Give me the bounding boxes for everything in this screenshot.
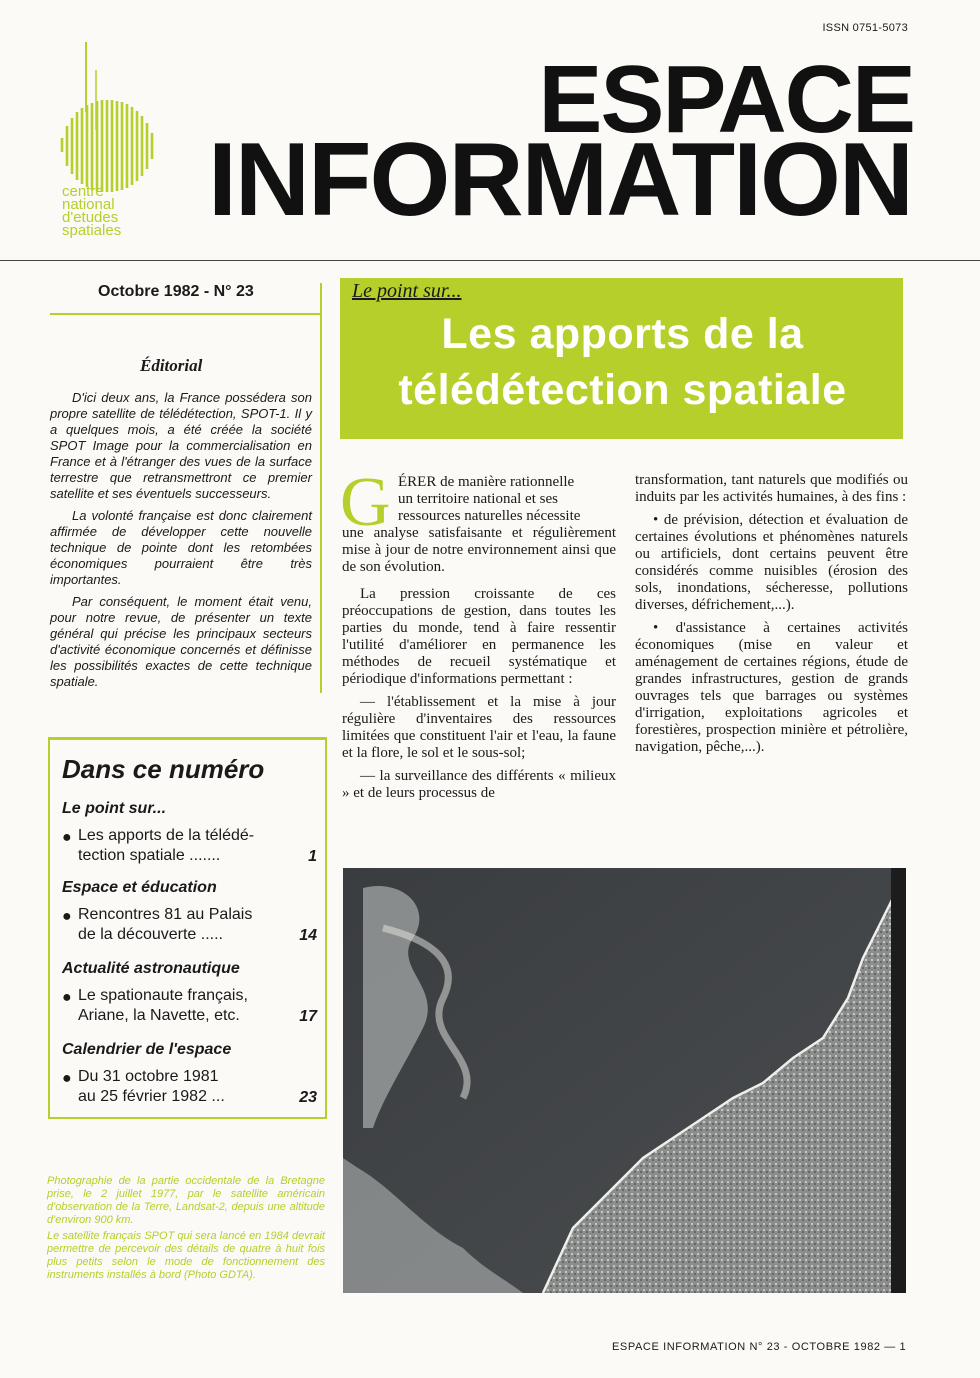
logo-wordmark [62,185,121,237]
editorial-body [50,390,312,696]
logo-line: centre [62,183,104,200]
article-paragraph: • de prévision, détection et évaluation de certaines évolutions et phénomènes naturels ou artificiels, dont certains peuvent être considérés comme nuisibles (érosion des sols, inondations, sécheresse, pollutions diverses, défrichement,...). [635,512,908,613]
article-paragraph: • d'assistance à certaines activités économiques (mise en valeur et aménagement de certaines régions, étude de grandes infrastructures, gestion de grands ouvrages tels que barrages ou systèmes d'irrigation, exploitations agricoles et forestières, prospection minière et pétrolière, navigation, pêche,...). [635,620,908,755]
toc-page-number: 23 [299,1089,317,1106]
toc-entry-line: tection spatiale ....... [78,847,221,864]
article-column-2 [635,472,908,762]
toc-title: Dans ce numéro [62,754,265,784]
bullet-icon: ● [62,908,72,925]
column-divider [320,283,322,693]
toc-section-heading: Espace et éducation [62,879,217,896]
article-title [350,306,895,418]
bullet-icon: ● [62,1070,72,1087]
article-column-1 [342,474,616,808]
article-title-line: Les apports de la [441,310,804,358]
toc-entry[interactable] [62,905,317,945]
toc-page-number: 1 [308,848,317,865]
page-footer: ESPACE INFORMATION N° 23 - OCTOBRE 1982 — 1 [612,1341,907,1353]
article-paragraph: La pression croissante de ces préoccupations de gestion, dans toutes les parties du monde, tend à faire ressentir l'utilité d'améliorer en permanence les méthodes de recueil systématique et périodique d'informations permettant : [342,586,616,687]
issn-number: ISSN 0751-5073 [822,22,908,34]
toc-page-number: 17 [299,1008,317,1025]
toc-entry[interactable] [62,986,317,1026]
masthead-line-2: INFORMATION [208,122,912,238]
logo-line: d'etudes [62,209,119,226]
drop-cap: G [340,464,391,541]
article-banner [340,278,903,439]
bullet-icon: ● [62,829,72,846]
issue-date: Octobre 1982 - N° 23 [98,283,254,300]
article-title-line: télédétection spatiale [398,366,847,414]
article-line: un territoire national et ses [398,491,558,507]
article-paragraph: — l'établissement et la mise à jour régulière d'inventaires des ressources limitées que constituent l'air et l'eau, la faune et la flore, le sol et le sous-sol; [342,694,616,761]
article-paragraph [342,474,616,576]
editorial-paragraph: La volonté française est donc clairement affirmée de développer cette nouvelle technique de pointe dont les retombées économiques pourraient être très importantes. [50,508,312,587]
photo-caption [47,1175,325,1285]
date-divider [50,313,320,315]
toc-page-number: 14 [299,927,317,944]
toc-section-heading: Le point sur... [62,800,167,817]
table-of-contents [48,737,327,1119]
article-line: ÉRER de manière rationnelle [398,474,575,490]
article-paragraph: — la surveillance des différents « milieux » et de leurs processus de [342,768,616,801]
toc-section-heading: Calendrier de l'espace [62,1041,232,1058]
toc-entry-line: Le spationaute français, [78,987,248,1004]
article-line: une analyse satisfaisante et régulièrement mise à jour de notre environnement ainsi que de son évolution. [342,525,616,575]
editorial-paragraph: D'ici deux ans, la France possédera son propre satellite de télédétection, SPOT-1. Il y a quelques mois, a été créée la société SPOT Image pour la commercialisation en France et à l'étranger des vues de la surface terrestre que retransmettront ce premier satellite et ses éventuels successeurs. [50,390,312,501]
logo-line: spatiales [62,222,122,239]
toc-entry-line: Les apports de la télédé- [78,827,255,844]
toc-entry-line: Rencontres 81 au Palais [78,906,253,923]
banner-kicker: Le point sur... [352,280,462,302]
header-divider [0,260,980,261]
toc-entry-line: Du 31 octobre 1981 [78,1068,219,1085]
toc-entry-line: de la découverte ..... [78,926,223,943]
toc-section-heading: Actualité astronautique [62,960,240,977]
logo-line: national [62,196,115,213]
caption-paragraph: Le satellite français SPOT qui sera lancé en 1984 devrait permettre de percevoir des détails de quatre à huit fois plus petits selon le mode de fonctionnement des instruments installés à bord (Photo GDTA). [47,1230,325,1281]
caption-paragraph: Photographie de la partie occidentale de la Bretagne prise, le 2 juillet 1977, par le satellite américain d'observation de la Terre, Landsat-2, depuis une altitude d'environ 900 km. [47,1175,325,1226]
editorial-paragraph: Par conséquent, le moment était venu, pour notre revue, de présenter un texte général qui précise les principaux secteurs d'activité économique concernés et définisse les possibilités exactes de cette technique spatiale. [50,594,312,689]
toc-entry-line: Ariane, la Navette, etc. [78,1007,240,1024]
masthead-line-1: ESPACE [538,46,914,153]
satellite-photo [343,868,906,1293]
article-paragraph: transformation, tant naturels que modifiés ou induits par les activités humaines, à des fins : [635,472,908,505]
toc-entry-line: au 25 février 1982 ... [78,1088,225,1105]
toc-entry[interactable] [62,826,317,866]
bullet-icon: ● [62,989,72,1006]
article-line: ressources naturelles nécessite [398,508,581,524]
toc-entry[interactable] [62,1067,317,1107]
editorial-title: Éditorial [140,356,203,375]
